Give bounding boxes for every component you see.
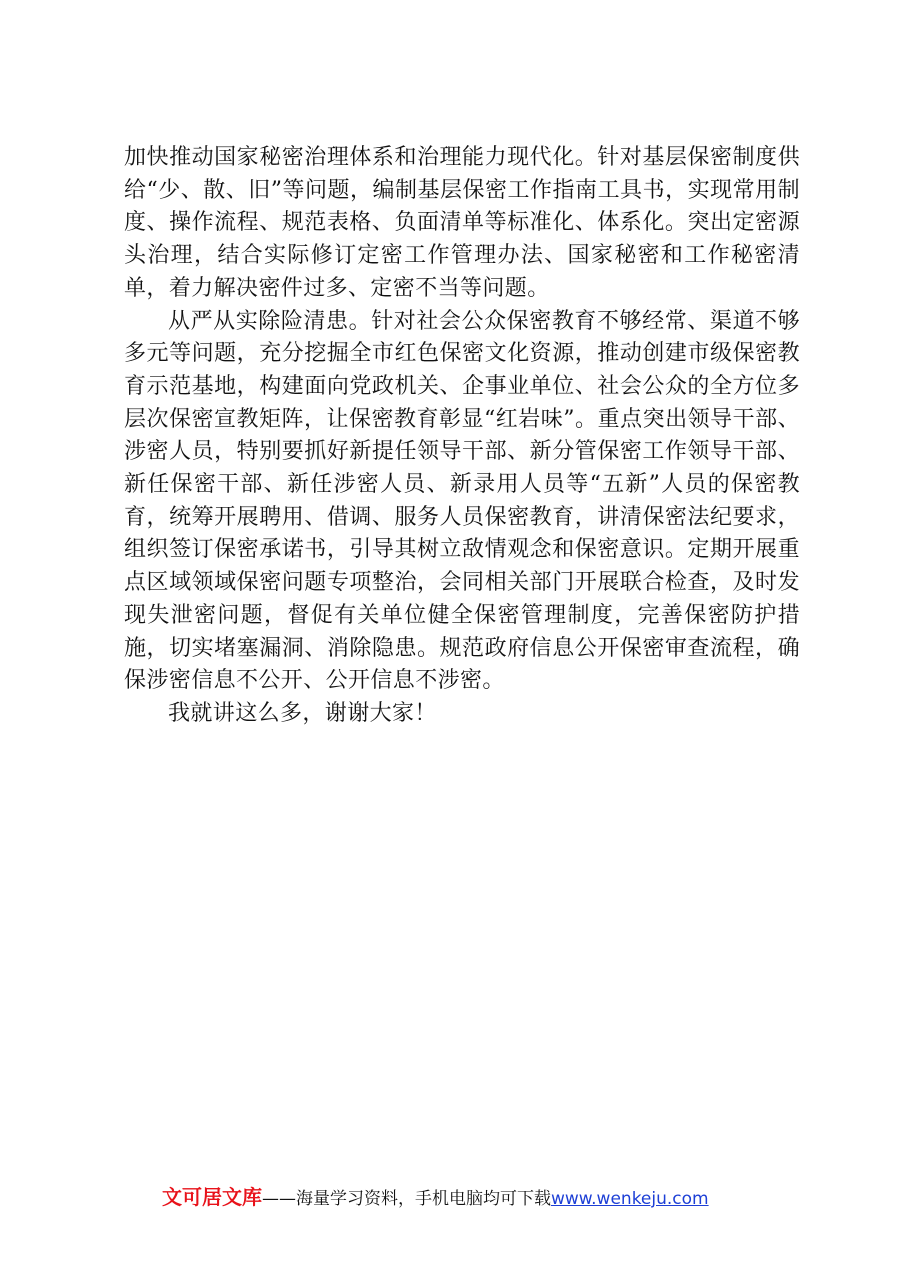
paragraph-risk-elimination: 从严从实除险清患。针对社会公众保密教育不够经常、渠道不够多元等问题，充分挖掘全市红色保密文化资源，推动创建市级保密教育示范基地，构建面向党政机关、企事业单位、社会公众的全方位多层次保密宣教矩阵，让保密教育彰显“红岩味”。重点突出领导干部、涉密人员，特别要抓好新提任领导干部、新分管保密工作领导干部、新任保密干部、新任涉密人员、新录用人员等“五新”人员的保密教育，统筹开展聘用、借调、服务人员保密教育，讲清保密法纪要求，组织签订保密承诺书，引导其树立敌情观念和保密意识。定期开展重点区域领域保密问题专项整治，会同相关部门开展联合检查，及时发现失泄密问题，督促有关单位健全保密管理制度，完善保密防护措施，切实堵塞漏洞、消除隐患。规范政府信息公开保密审查流程，确保涉密信息不公开、公开信息不涉密。 bbox=[124, 308, 800, 694]
footer-banner bbox=[162, 1182, 862, 1212]
document-body bbox=[124, 142, 800, 731]
paragraph-continuation: 加快推动国家秘密治理体系和治理能力现代化。针对基层保密制度供给“少、散、旧”等问题，编制基层保密工作指南工具书，实现常用制度、操作流程、规范表格、负面清单等标准化、体系化。突出定密源头治理，结合实际修订定密工作管理办法、国家秘密和工作秘密清单，着力解决密件过多、定密不当等问题。 bbox=[124, 145, 800, 301]
footer-tagline: ——海量学习资料，手机电脑均可下载 bbox=[262, 1189, 551, 1209]
footer-brand: 文可居文库 bbox=[162, 1185, 262, 1209]
paragraph-closing: 我就讲这么多，谢谢大家！ bbox=[168, 700, 437, 726]
footer-site-link[interactable]: www.wenkeju.com bbox=[551, 1189, 709, 1209]
